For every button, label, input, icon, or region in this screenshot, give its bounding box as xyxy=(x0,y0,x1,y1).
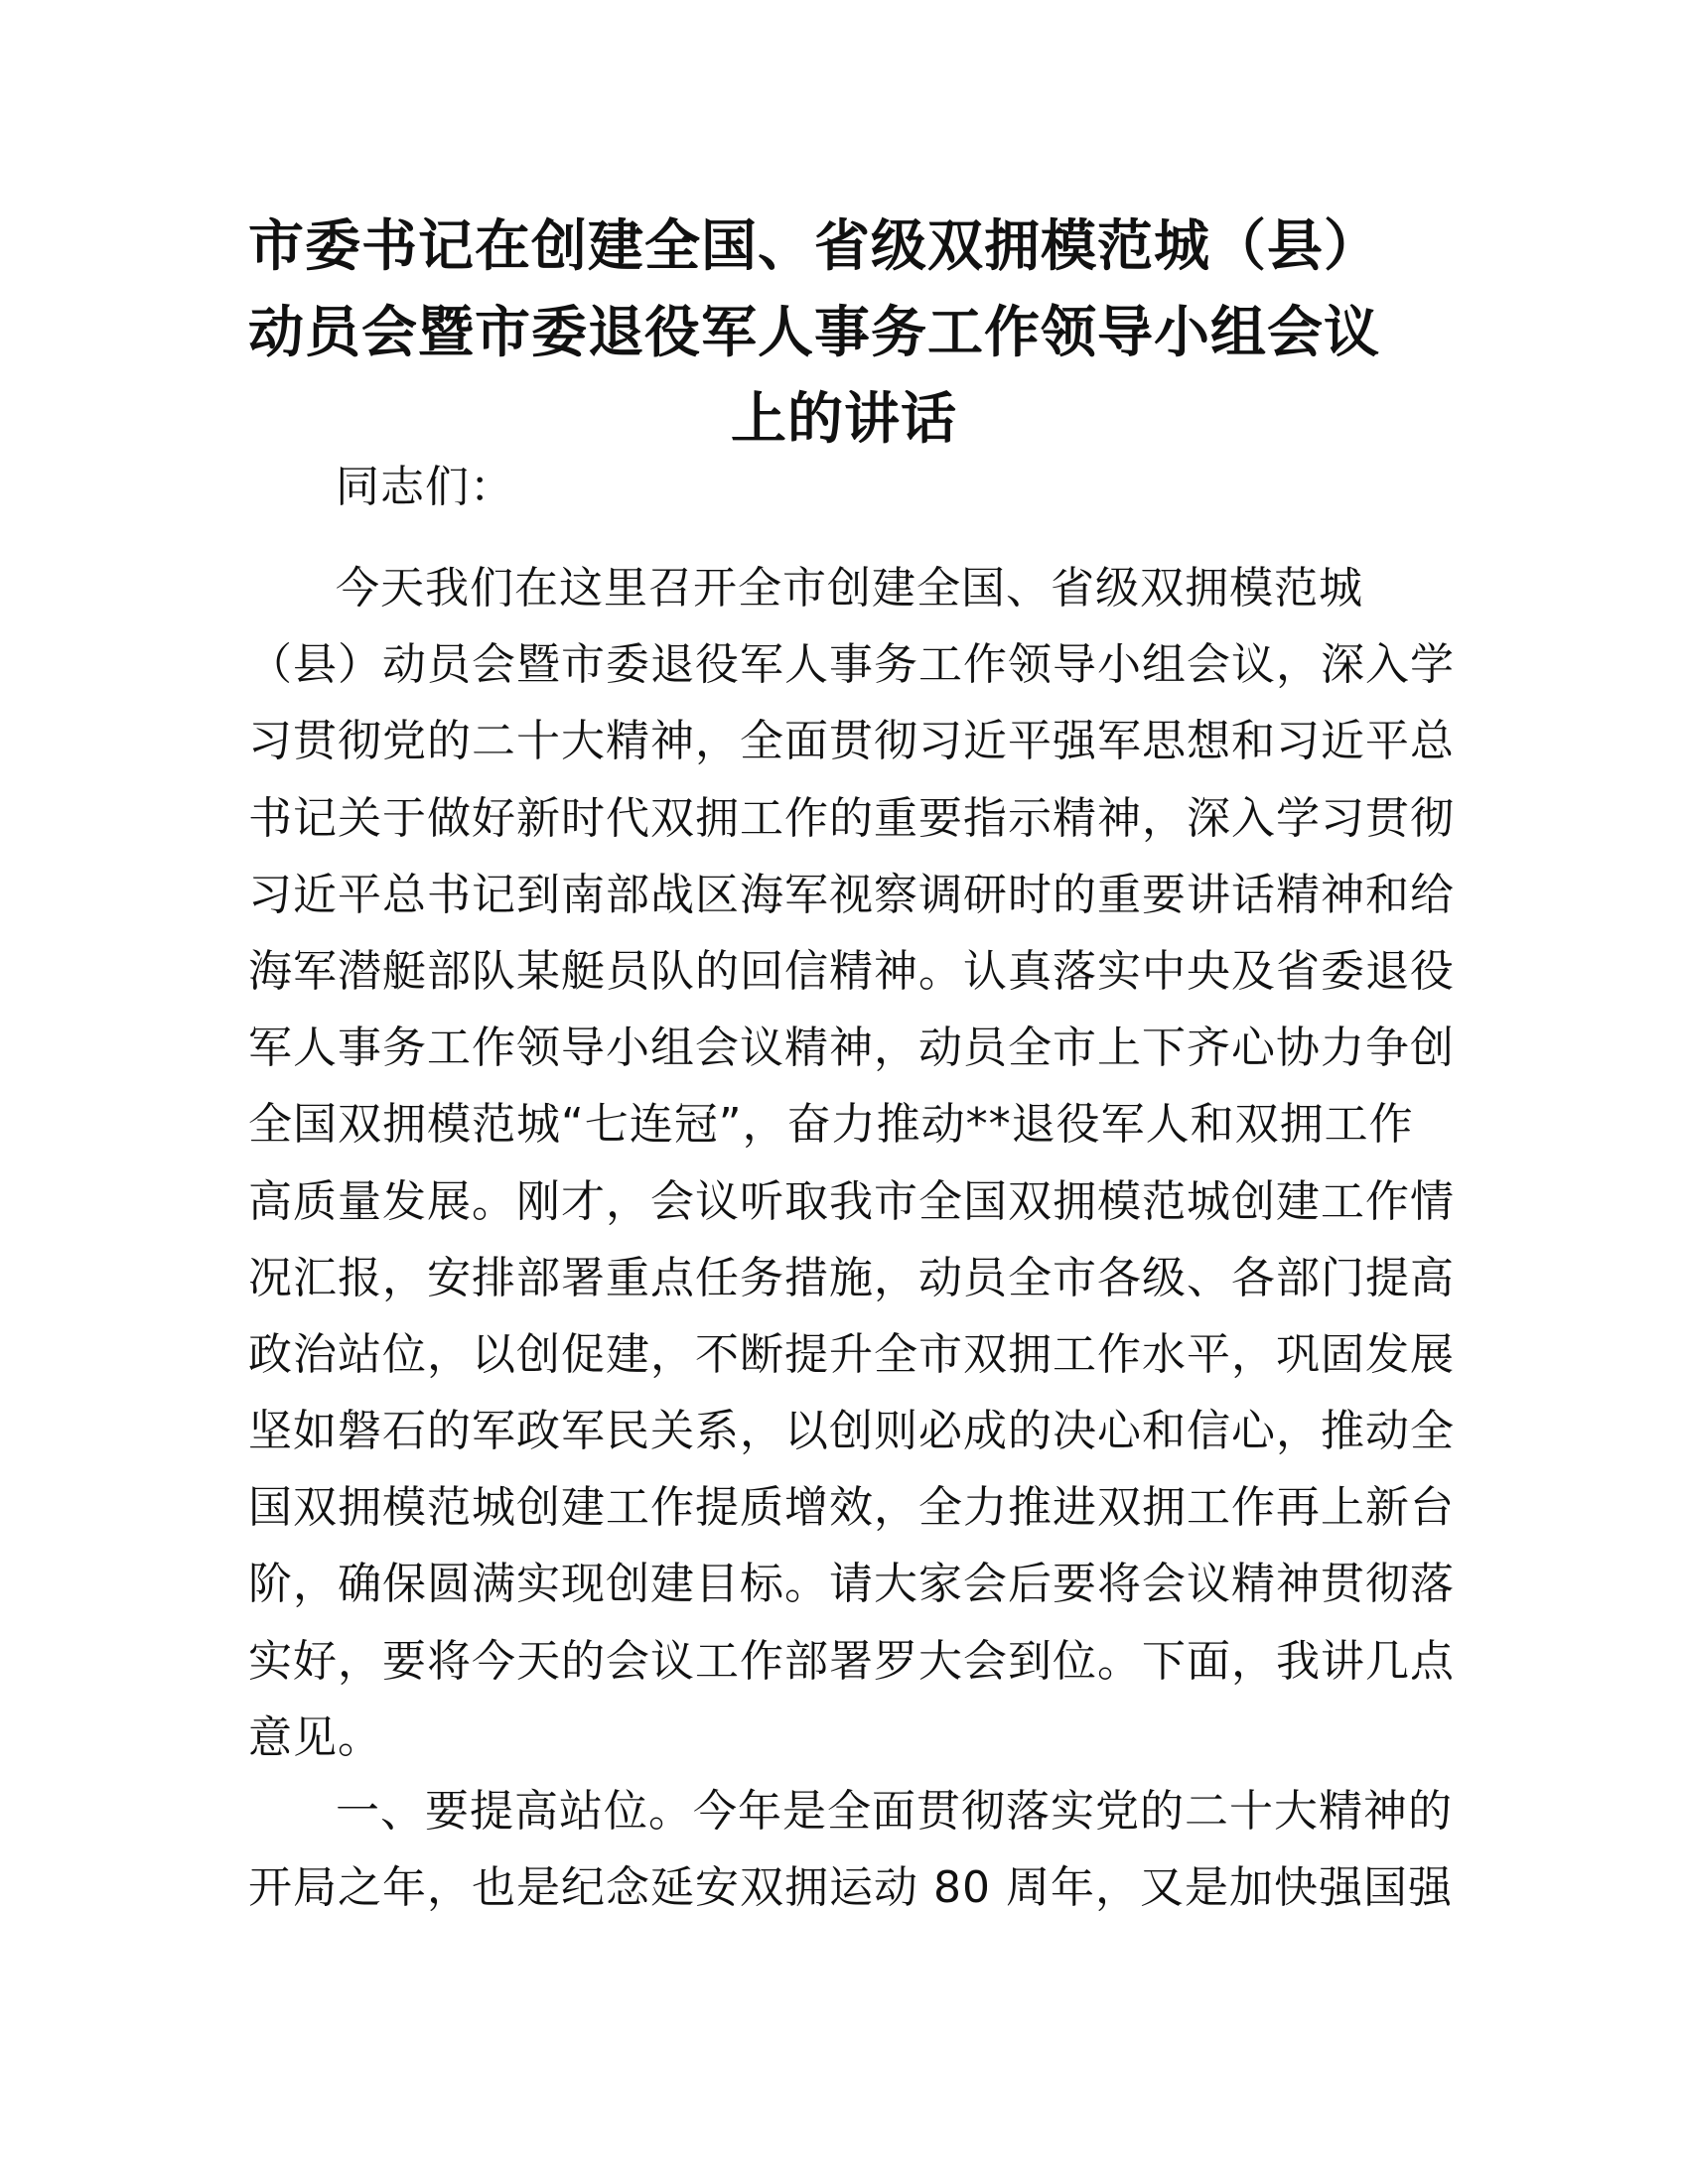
paragraph-line: 军人事务工作领导小组会议精神，动员全市上下齐心协力争创 xyxy=(248,1023,1455,1074)
paragraph-line: 阶，确保圆满实现创建目标。请大家会后要将会议精神贯彻落 xyxy=(248,1559,1455,1610)
paragraph-line: 全国双拥模范城“七连冠”，奋力推动**退役军人和双拥工作 xyxy=(248,1099,1414,1151)
title-line: 上的讲话 xyxy=(731,387,957,452)
paragraph-line: 今天我们在这里召开全市创建全国、省级双拥模范城 xyxy=(336,563,1363,614)
paragraph-line: 况汇报，安排部署重点任务措施，动员全市各级、各部门提高 xyxy=(248,1252,1455,1303)
paragraph-line: 实好，要将今天的会议工作部署罗大会到位。下面，我讲几点 xyxy=(248,1635,1455,1687)
paragraph-section-one xyxy=(248,1773,1453,1926)
salutation xyxy=(248,449,1435,525)
paragraph-opening xyxy=(248,550,1455,1776)
paragraph-line: 一、要提高站位。今年是全面贯彻落实党的二十大精神的 xyxy=(336,1786,1453,1837)
paragraph-line: 坚如磐石的军政军民关系，以创则必成的决心和信心，推动全 xyxy=(248,1406,1455,1457)
paragraph-line: 国双拥模范城创建工作提质增效，全力推进双拥工作再上新台 xyxy=(248,1482,1455,1534)
paragraph-line: 高质量发展。刚才，会议听取我市全国双拥模范城创建工作情 xyxy=(248,1175,1455,1227)
title-line: 市委书记在创建全国、省级双拥模范城（县） xyxy=(248,214,1380,279)
salutation-text: 同志们： xyxy=(336,462,514,512)
paragraph-line: 意见。 xyxy=(248,1711,382,1763)
paragraph-line: 书记关于做好新时代双拥工作的重要指示精神，深入学习贯彻 xyxy=(248,792,1455,844)
document-title xyxy=(248,204,1440,463)
paragraph-line: 政治站位，以创促建，不断提升全市双拥工作水平，巩固发展 xyxy=(248,1328,1455,1380)
title-line: 动员会暨市委退役军人事务工作领导小组会议 xyxy=(248,301,1380,365)
paragraph-line: 习贯彻党的二十大精神，全面贯彻习近平强军思想和习近平总 xyxy=(248,716,1455,767)
paragraph-line: （县）动员会暨市委退役军人事务工作领导小组会议，深入学 xyxy=(248,639,1455,691)
paragraph-line: 习近平总书记到南部战区海军视察调研时的重要讲话精神和给 xyxy=(248,869,1455,920)
paragraph-line: 开局之年，也是纪念延安双拥运动 80 周年，又是加快强国强 xyxy=(248,1862,1453,1914)
paragraph-line: 海军潜艇部队某艇员队的回信精神。认真落实中央及省委退役 xyxy=(248,945,1455,997)
